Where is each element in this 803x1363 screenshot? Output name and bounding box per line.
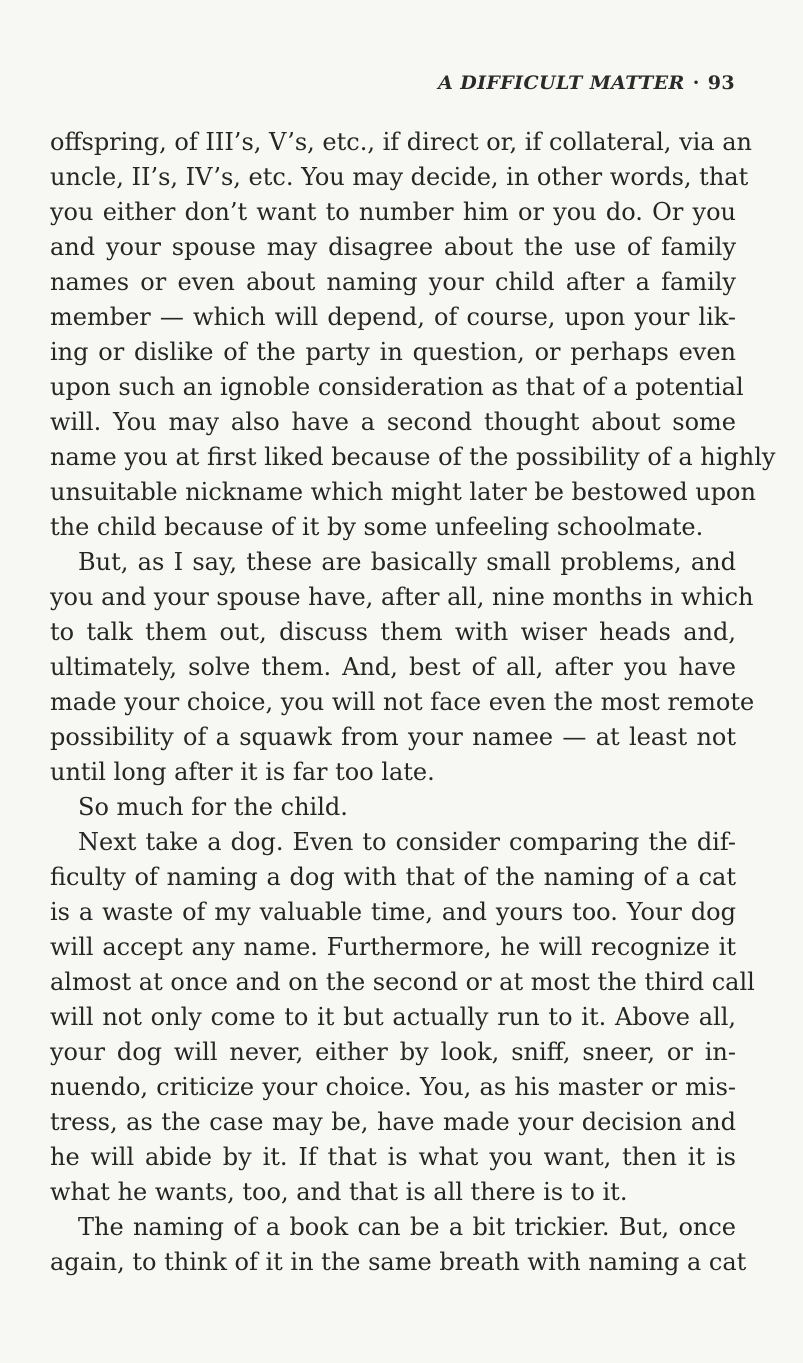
text-line: and your spouse may disagree about the use of family <box>50 233 736 261</box>
text-line: your dog will never, either by look, sniff, sneer, or in- <box>50 1038 736 1066</box>
page-number: 93 <box>707 72 735 94</box>
text-line: offspring, of III’s, V’s, etc., if direct or, if collateral, via an <box>50 128 752 156</box>
text-line: almost at once and on the second or at most the third call <box>50 968 755 996</box>
text-line: made your choice, you will not face even the most remote <box>50 688 755 716</box>
running-head <box>438 69 735 97</box>
text-line: member — which will depend, of course, upon your lik- <box>50 303 736 331</box>
body-text <box>50 125 776 1280</box>
text-line: you either don’t want to number him or you do. Or you <box>50 198 736 226</box>
text-line: So much for the child. <box>78 793 348 821</box>
text-line: the child because of it by some unfeeling schoolmate. <box>50 513 704 541</box>
text-line: ficulty of naming a dog with that of the naming of a cat <box>50 863 736 891</box>
text-line: nuendo, criticize your choice. You, as his master or mis- <box>50 1073 736 1101</box>
text-line: Next take a dog. Even to consider comparing the dif- <box>78 828 736 856</box>
text-line: tress, as the case may be, have made your decision and <box>50 1108 736 1136</box>
text-line: possibility of a squawk from your namee — at least not <box>50 723 736 751</box>
text-line: names or even about naming your child after a family <box>50 268 736 296</box>
text-line: unsuitable nickname which might later be bestowed upon <box>50 478 756 506</box>
text-line: again, to think of it in the same breath with naming a cat <box>50 1248 747 1276</box>
text-line: ing or dislike of the party in question, or perhaps even <box>50 338 736 366</box>
text-line: will. You may also have a second thought about some <box>50 408 736 436</box>
text-line: ultimately, solve them. And, best of all, after you have <box>50 653 736 681</box>
text-line: upon such an ignoble consideration as that of a potential <box>50 373 744 401</box>
running-head-title: A DIFFICULT MATTER <box>438 72 685 94</box>
text-line: what he wants, too, and that is all there is to it. <box>50 1178 628 1206</box>
text-line: to talk them out, discuss them with wiser heads and, <box>50 618 736 646</box>
text-line: name you at first liked because of the possibility of a highly <box>50 443 776 471</box>
text-line: is a waste of my valuable time, and yours too. Your dog <box>50 898 736 926</box>
text-line: But, as I say, these are basically small problems, and <box>78 548 736 576</box>
text-line: will accept any name. Furthermore, he will recognize it <box>50 933 736 961</box>
text-line: will not only come to it but actually run to it. Above all, <box>50 1003 736 1031</box>
text-line: you and your spouse have, after all, nine months in which <box>50 583 754 611</box>
text-line: uncle, II’s, IV’s, etc. You may decide, in other words, that <box>50 163 749 191</box>
text-line: The naming of a book can be a bit trickier. But, once <box>78 1213 736 1241</box>
text-line: he will abide by it. If that is what you want, then it is <box>50 1143 736 1171</box>
running-head-separator: · <box>692 72 700 94</box>
text-line: until long after it is far too late. <box>50 758 435 786</box>
